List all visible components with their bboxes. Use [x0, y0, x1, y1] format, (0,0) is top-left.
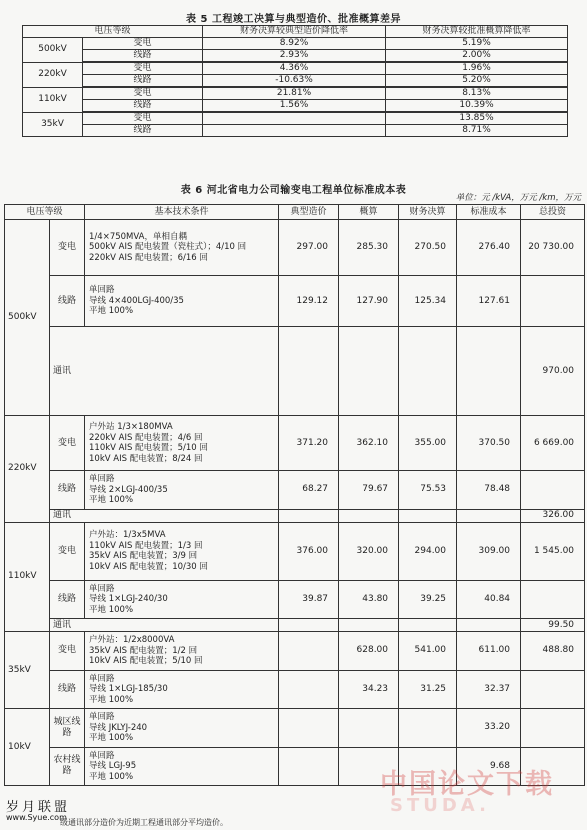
standard-cell — [457, 327, 521, 416]
standard-cell — [457, 619, 521, 632]
spec-line: 110kV AIS 配电装置；1/3 回 — [89, 540, 203, 551]
standard-cell: 370.50 — [457, 416, 521, 471]
standard-cell: 32.37 — [457, 670, 521, 709]
total-cell — [521, 276, 585, 327]
spec-line: 平地 100% — [89, 694, 134, 705]
voltage-cell: 220kV — [23, 62, 83, 87]
spec-line: 单回路 — [89, 583, 115, 594]
header-total: 总投资 — [521, 205, 585, 220]
final-cell: 39.25 — [399, 580, 457, 619]
vs-typical-cell: 21.81% — [203, 87, 386, 100]
total-cell — [521, 670, 585, 709]
spec-line: 导线 1×LGJ-240/30 — [89, 594, 168, 604]
typical-cell: 297.00 — [279, 220, 339, 276]
spec-line: 单回路 — [89, 285, 115, 296]
table-row — [5, 670, 585, 709]
table-row — [23, 75, 568, 88]
budget-cell: 285.30 — [339, 220, 399, 276]
spec-line: 单回路 — [89, 712, 115, 722]
budget-cell — [339, 509, 399, 522]
type-cell: 变电 — [50, 416, 85, 471]
typical-cell — [279, 747, 339, 786]
type-cell: 线路 — [50, 471, 85, 510]
table-row — [23, 38, 568, 50]
budget-cell: 628.00 — [339, 632, 399, 671]
typical-cell — [279, 327, 339, 416]
typical-cell: 129.12 — [279, 276, 339, 327]
type-cell: 线路 — [83, 75, 203, 88]
table5 — [22, 25, 568, 137]
vs-budget-cell: 8.71% — [386, 125, 568, 137]
budget-cell: 362.10 — [339, 416, 399, 471]
budget-cell — [339, 709, 399, 748]
site-url[interactable]: www.Syue.com — [6, 813, 67, 822]
header-voltage: 电压等级 — [5, 205, 85, 220]
spec-line: 户外站 1/3×180MVA — [89, 422, 173, 432]
watermark-en: STUDA. — [390, 795, 490, 816]
budget-cell: 320.00 — [339, 522, 399, 580]
vs-budget-cell: 1.96% — [386, 62, 568, 75]
total-cell: 99.50 — [521, 619, 585, 632]
spec-cell — [85, 632, 279, 671]
spec-cell — [85, 416, 279, 471]
final-cell: 270.50 — [399, 220, 457, 276]
spec-line: 导线 LGJ-95 — [89, 761, 137, 771]
spec-line: 导线 4×400LGJ-400/35 — [89, 295, 184, 306]
voltage-cell: 10kV — [5, 709, 50, 786]
header-spec: 基本技术条件 — [85, 205, 279, 220]
budget-cell — [339, 619, 399, 632]
spec-line: 35kV AIS 配电装置；3/9 回 — [89, 551, 198, 561]
spec-cell — [85, 471, 279, 510]
table6-header-row — [5, 205, 585, 220]
final-cell — [399, 709, 457, 748]
type-cell: 变电 — [83, 112, 203, 125]
table-row — [5, 709, 585, 748]
type-cell: 通讯 — [50, 509, 279, 522]
spec-line: 35kV AIS 配电装置；1/2 回 — [89, 645, 198, 656]
final-cell: 355.00 — [399, 416, 457, 471]
spec-line: 平地 100% — [89, 306, 134, 317]
total-cell: 970.00 — [521, 327, 585, 416]
table-row — [5, 509, 585, 522]
total-cell — [521, 580, 585, 619]
table5-title: 表 5 工程竣工决算与典型造价、批准概算差异 — [186, 14, 401, 25]
vs-typical-cell: 1.56% — [203, 100, 386, 113]
type-cell: 通讯 — [50, 327, 279, 416]
type-cell: 线路 — [50, 276, 85, 327]
final-cell: 31.25 — [399, 670, 457, 709]
table-row — [5, 416, 585, 471]
standard-cell: 9.68 — [457, 747, 521, 786]
spec-line: 单回路 — [89, 750, 115, 761]
total-cell: 488.80 — [521, 632, 585, 671]
spec-line: 导线 JKLYJ-240 — [89, 722, 148, 733]
spec-line: 500kV AIS 配电装置（瓷柱式）；4/10 回 — [89, 242, 247, 253]
spec-cell — [85, 709, 279, 748]
final-cell: 125.34 — [399, 276, 457, 327]
table-row — [23, 87, 568, 100]
standard-cell: 78.48 — [457, 471, 521, 510]
typical-cell: 68.27 — [279, 471, 339, 510]
vs-typical-cell: 8.92% — [203, 38, 386, 50]
vs-budget-cell: 13.85% — [386, 112, 568, 125]
final-cell: 294.00 — [399, 522, 457, 580]
header-typical: 典型造价 — [279, 205, 339, 220]
vs-typical-cell: 4.36% — [203, 62, 386, 75]
type-cell: 线路 — [50, 670, 85, 709]
type-cell: 变电 — [50, 522, 85, 580]
final-cell — [399, 509, 457, 522]
header-vs-budget: 财务决算较批准概算降低率 — [386, 26, 568, 38]
spec-cell — [85, 670, 279, 709]
final-cell — [399, 327, 457, 416]
spec-line: 平地 100% — [89, 733, 134, 743]
voltage-cell: 220kV — [5, 416, 50, 523]
spec-line: 110kV AIS 配电装置；5/10 回 — [89, 443, 208, 453]
table-row — [5, 276, 585, 327]
spec-cell — [85, 747, 279, 786]
table-row — [23, 100, 568, 113]
table-row — [5, 619, 585, 632]
type-cell: 通讯 — [50, 619, 279, 632]
type-cell: 农村线路 — [50, 747, 85, 786]
typical-cell — [279, 619, 339, 632]
spec-line: 10kV AIS 配电装置；10/30 回 — [89, 561, 208, 572]
spec-line: 220kV AIS 配电装置；6/16 回 — [89, 252, 208, 263]
header-budget: 概算 — [339, 205, 399, 220]
vs-budget-cell: 5.19% — [386, 38, 568, 50]
voltage-cell: 35kV — [23, 112, 83, 137]
spec-line: 10kV AIS 配电装置；5/10 回 — [89, 656, 203, 666]
spec-cell — [85, 580, 279, 619]
spec-line: 平地 100% — [89, 604, 134, 615]
spec-cell — [85, 220, 279, 276]
watermark-cn: 中国论文下载 — [380, 769, 554, 800]
voltage-cell: 500kV — [23, 38, 83, 63]
spec-line: 单回路 — [89, 673, 115, 684]
total-cell: 326.00 — [521, 509, 585, 522]
table-row — [5, 632, 585, 671]
type-cell: 变电 — [83, 62, 203, 75]
spec-cell — [85, 522, 279, 580]
footnote: 级通讯部分造价为近期工程通讯部分平均造价。 — [60, 818, 228, 827]
total-cell: 20 730.00 — [521, 220, 585, 276]
budget-cell: 79.67 — [339, 471, 399, 510]
voltage-cell: 110kV — [23, 87, 83, 112]
budget-cell: 34.23 — [339, 670, 399, 709]
type-cell: 线路 — [83, 125, 203, 137]
table5-header-row — [23, 26, 568, 38]
final-cell: 541.00 — [399, 632, 457, 671]
standard-cell: 40.84 — [457, 580, 521, 619]
vs-typical-cell — [203, 112, 386, 125]
standard-cell: 611.00 — [457, 632, 521, 671]
type-cell: 线路 — [83, 50, 203, 63]
total-cell: 6 669.00 — [521, 416, 585, 471]
unit-note: 单位：元 /kVA，万元 /km，万元 — [455, 193, 581, 203]
spec-line: 户外站：1/3x5MVA — [89, 530, 166, 540]
site-logo: 岁月联盟 — [6, 800, 71, 815]
spec-line: 1/4×750MVA，单相自耦 — [89, 231, 187, 242]
spec-line: 10kV AIS 配电装置；8/24 回 — [89, 453, 203, 464]
table-row — [5, 220, 585, 276]
table6-title: 表 6 河北省电力公司输变电工程单位标准成本表 — [180, 185, 407, 196]
standard-cell: 33.20 — [457, 709, 521, 748]
header-standard: 标准成本 — [457, 205, 521, 220]
vs-budget-cell: 2.00% — [386, 50, 568, 63]
table-row — [23, 125, 568, 137]
table-row — [5, 471, 585, 510]
typical-cell: 39.87 — [279, 580, 339, 619]
standard-cell: 127.61 — [457, 276, 521, 327]
vs-budget-cell: 10.39% — [386, 100, 568, 113]
typical-cell: 371.20 — [279, 416, 339, 471]
spec-line: 220kV AIS 配电装置；4/6 回 — [89, 432, 203, 443]
typical-cell — [279, 670, 339, 709]
vs-budget-cell: 8.13% — [386, 87, 568, 100]
type-cell: 城区线路 — [50, 709, 85, 748]
budget-cell: 127.90 — [339, 276, 399, 327]
table-row — [23, 62, 568, 75]
voltage-cell: 35kV — [5, 632, 50, 709]
header-final: 财务决算 — [399, 205, 457, 220]
voltage-cell: 500kV — [5, 220, 50, 416]
table-row — [5, 522, 585, 580]
typical-cell — [279, 509, 339, 522]
type-cell: 变电 — [50, 632, 85, 671]
type-cell: 变电 — [50, 220, 85, 276]
voltage-cell: 110kV — [5, 522, 50, 632]
vs-budget-cell: 5.20% — [386, 75, 568, 88]
header-vs-typical: 财务决算较典型造价降低率 — [203, 26, 386, 38]
header-voltage: 电压等级 — [23, 26, 203, 38]
spec-line: 平地 100% — [89, 495, 134, 505]
standard-cell: 276.40 — [457, 220, 521, 276]
table-row — [5, 327, 585, 416]
type-cell: 变电 — [83, 38, 203, 50]
spec-cell — [85, 276, 279, 327]
table-row — [23, 112, 568, 125]
type-cell: 变电 — [83, 87, 203, 100]
table-row — [5, 580, 585, 619]
spec-line: 平地 100% — [89, 771, 134, 782]
type-cell: 线路 — [50, 580, 85, 619]
spec-line: 导线 1×LGJ-185/30 — [89, 684, 168, 694]
standard-cell — [457, 509, 521, 522]
spec-line: 户外站：1/2x8000VA — [89, 635, 175, 645]
budget-cell: 43.80 — [339, 580, 399, 619]
typical-cell — [279, 709, 339, 748]
final-cell: 75.53 — [399, 471, 457, 510]
total-cell — [521, 709, 585, 748]
typical-cell: 376.00 — [279, 522, 339, 580]
spec-line: 导线 2×LGJ-400/35 — [89, 484, 168, 495]
table6 — [4, 204, 585, 786]
vs-typical-cell — [203, 125, 386, 137]
vs-typical-cell: 2.93% — [203, 50, 386, 63]
standard-cell: 309.00 — [457, 522, 521, 580]
type-cell: 线路 — [83, 100, 203, 113]
total-cell — [521, 471, 585, 510]
typical-cell — [279, 632, 339, 671]
final-cell — [399, 619, 457, 632]
budget-cell — [339, 327, 399, 416]
table-row — [23, 50, 568, 63]
total-cell: 1 545.00 — [521, 522, 585, 580]
vs-typical-cell: -10.63% — [203, 75, 386, 88]
spec-line: 单回路 — [89, 474, 115, 484]
